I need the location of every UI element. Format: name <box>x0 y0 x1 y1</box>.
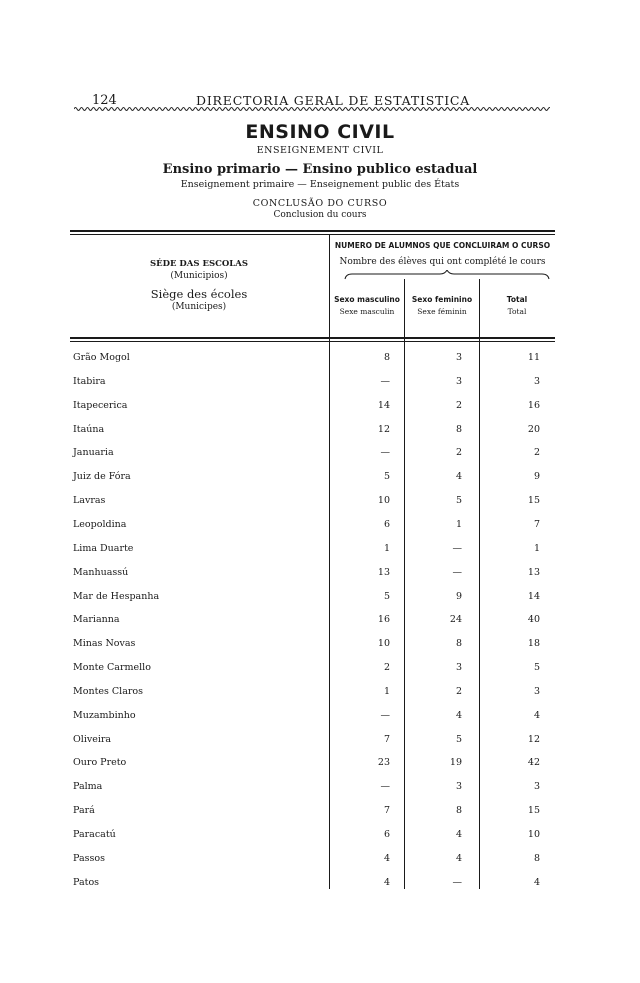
total-cell: 4 <box>533 709 540 721</box>
table-row <box>0 591 640 613</box>
female-cell: 4 <box>455 829 462 840</box>
table-row <box>0 734 640 756</box>
total-cell: 1 <box>533 542 540 554</box>
male-cell: — <box>380 447 390 459</box>
column-header-total-label: Total <box>506 295 528 304</box>
stub-header-subtitle-fr: (Municipes) <box>171 302 227 312</box>
municipality-name: Passos <box>73 852 105 864</box>
female-cell: — <box>452 876 462 888</box>
female-cell: 2 <box>455 399 462 411</box>
stub-header-title: SÉDE DAS ESCOLAS <box>150 259 248 269</box>
male-cell: 6 <box>383 518 390 530</box>
table-row <box>0 614 640 636</box>
total-cell: 15 <box>527 805 540 817</box>
page-number: 124 <box>92 93 117 108</box>
table-row <box>0 519 640 541</box>
main-subtitle: ENSEIGNEMENT CIVIL <box>256 145 384 156</box>
total-cell: 11 <box>527 352 540 363</box>
total-cell: 42 <box>527 757 540 769</box>
column-header-female <box>406 295 478 316</box>
female-cell: — <box>452 566 462 578</box>
female-cell: 3 <box>455 662 462 674</box>
total-cell: 16 <box>527 399 540 411</box>
table-row <box>0 471 640 493</box>
male-cell: 8 <box>383 352 390 363</box>
male-cell: 10 <box>377 638 390 650</box>
municipality-name: Palma <box>73 781 103 793</box>
column-header-total-label-fr: Total <box>507 307 527 316</box>
male-cell: 12 <box>377 423 390 435</box>
male-cell: 7 <box>383 733 390 745</box>
female-cell: 9 <box>455 590 462 602</box>
table-row <box>0 662 640 684</box>
municipality-name: Juiz de Fóra <box>73 471 131 483</box>
total-cell: 10 <box>527 829 540 840</box>
table-row <box>0 877 640 899</box>
table-row <box>0 400 640 422</box>
table-row <box>0 352 640 374</box>
female-cell: 24 <box>449 614 462 626</box>
section-subtitle: Enseignement primaire — Enseignement public des États <box>180 179 460 190</box>
brace-rule <box>344 270 550 280</box>
male-cell: 4 <box>383 876 390 888</box>
table-row <box>0 829 640 851</box>
table-top-rule-thin <box>70 234 555 235</box>
female-cell: 3 <box>455 352 462 363</box>
table-row <box>0 424 640 446</box>
municipality-name: Itaúna <box>73 423 105 435</box>
total-cell: 8 <box>533 852 540 864</box>
male-cell: 5 <box>383 590 390 602</box>
table-row <box>0 805 640 827</box>
stub-header-title-fr: Siège des écoles <box>150 287 248 301</box>
total-cell: 18 <box>527 638 540 650</box>
male-cell: 13 <box>377 566 390 578</box>
column-header-male-label: Sexo masculino <box>334 295 400 304</box>
stub-header-subtitle: (Municipios) <box>170 271 228 281</box>
total-cell: 5 <box>533 662 540 674</box>
female-cell: 5 <box>455 495 462 507</box>
table-row <box>0 853 640 875</box>
municipality-name: Januaria <box>73 447 114 459</box>
municipality-name: Minas Novas <box>73 638 136 650</box>
municipality-name: Patos <box>73 876 100 888</box>
female-cell: 4 <box>455 709 462 721</box>
municipality-name: Paracatú <box>73 829 116 840</box>
female-cell: 5 <box>455 733 462 745</box>
municipality-name: Leopoldina <box>73 518 127 530</box>
female-cell: 8 <box>455 423 462 435</box>
female-cell: 2 <box>455 447 462 459</box>
group-header-title: NUMERO DE ALUMNOS QUE CONCLUIRAM O CURSO <box>334 241 551 250</box>
municipality-name: Itapecerica <box>73 399 128 411</box>
municipality-name: Marianna <box>73 614 120 626</box>
male-cell: 1 <box>383 685 390 697</box>
group-header-subtitle: Nombre des élèves qui ont complété le cours <box>339 257 546 267</box>
municipality-name: Lima Duarte <box>73 542 134 554</box>
total-cell: 40 <box>527 614 540 626</box>
table-row <box>0 543 640 565</box>
male-cell: 5 <box>383 471 390 483</box>
column-header-female-label: Sexo feminino <box>411 295 473 304</box>
female-cell: 3 <box>455 781 462 793</box>
total-cell: 2 <box>533 447 540 459</box>
total-cell: 9 <box>533 471 540 483</box>
table-row <box>0 710 640 732</box>
female-cell: 3 <box>455 375 462 387</box>
female-cell: — <box>452 542 462 554</box>
female-cell: 4 <box>455 852 462 864</box>
male-cell: — <box>380 709 390 721</box>
male-cell: 16 <box>377 614 390 626</box>
female-cell: 8 <box>455 638 462 650</box>
municipality-name: Grão Mogol <box>73 352 130 363</box>
municipality-name: Monte Carmello <box>73 662 151 674</box>
female-cell: 19 <box>449 757 462 769</box>
municipality-name: Muzambinho <box>73 709 136 721</box>
male-cell: 10 <box>377 495 390 507</box>
main-title: ENSINO CIVIL <box>245 121 395 143</box>
male-cell: — <box>380 375 390 387</box>
male-cell: 2 <box>383 662 390 674</box>
table-row <box>0 757 640 779</box>
running-title: DIRECTORIA GERAL DE ESTATISTICA <box>196 93 471 108</box>
table-row <box>0 686 640 708</box>
total-cell: 3 <box>533 685 540 697</box>
total-cell: 13 <box>527 566 540 578</box>
header-bottom-rule-thin <box>70 341 555 342</box>
wavy-rule <box>74 106 550 112</box>
male-cell: 14 <box>377 399 390 411</box>
female-cell: 2 <box>455 685 462 697</box>
municipality-name: Itabira <box>73 375 106 387</box>
total-cell: 3 <box>533 781 540 793</box>
municipality-name: Lavras <box>73 495 106 507</box>
table-row <box>0 567 640 589</box>
total-cell: 20 <box>527 423 540 435</box>
municipality-name: Montes Claros <box>73 685 144 697</box>
table-row <box>0 638 640 660</box>
total-cell: 4 <box>533 876 540 888</box>
municipality-name: Manhuassú <box>73 566 129 578</box>
table-row <box>0 376 640 398</box>
topic-subtitle: Conclusion du cours <box>273 210 367 220</box>
table-row <box>0 781 640 803</box>
male-cell: 4 <box>383 852 390 864</box>
table-top-rule <box>70 230 555 232</box>
total-cell: 15 <box>527 495 540 507</box>
column-header-total <box>481 295 553 316</box>
column-header-female-label-fr: Sexe féminin <box>417 307 467 316</box>
male-cell: — <box>380 781 390 793</box>
female-cell: 8 <box>455 805 462 817</box>
female-cell: 4 <box>455 471 462 483</box>
column-header-male-label-fr: Sexe masculin <box>339 307 395 316</box>
table-row <box>0 447 640 469</box>
total-cell: 14 <box>527 590 540 602</box>
municipality-name: Pará <box>73 805 95 817</box>
male-cell: 1 <box>383 542 390 554</box>
total-cell: 3 <box>533 375 540 387</box>
topic-title: CONCLUSÃO DO CURSO <box>252 198 388 209</box>
section-title: Ensino primario — Ensino publico estadual <box>162 162 478 177</box>
municipality-name: Ouro Preto <box>73 757 127 769</box>
male-cell: 7 <box>383 805 390 817</box>
female-cell: 1 <box>455 518 462 530</box>
table-row <box>0 495 640 517</box>
municipality-name: Mar de Hespanha <box>73 590 160 602</box>
male-cell: 23 <box>377 757 390 769</box>
male-cell: 6 <box>383 829 390 840</box>
header-bottom-rule <box>70 337 555 339</box>
column-header-male <box>331 295 403 316</box>
total-cell: 7 <box>533 518 540 530</box>
municipality-name: Oliveira <box>73 733 112 745</box>
total-cell: 12 <box>527 733 540 745</box>
